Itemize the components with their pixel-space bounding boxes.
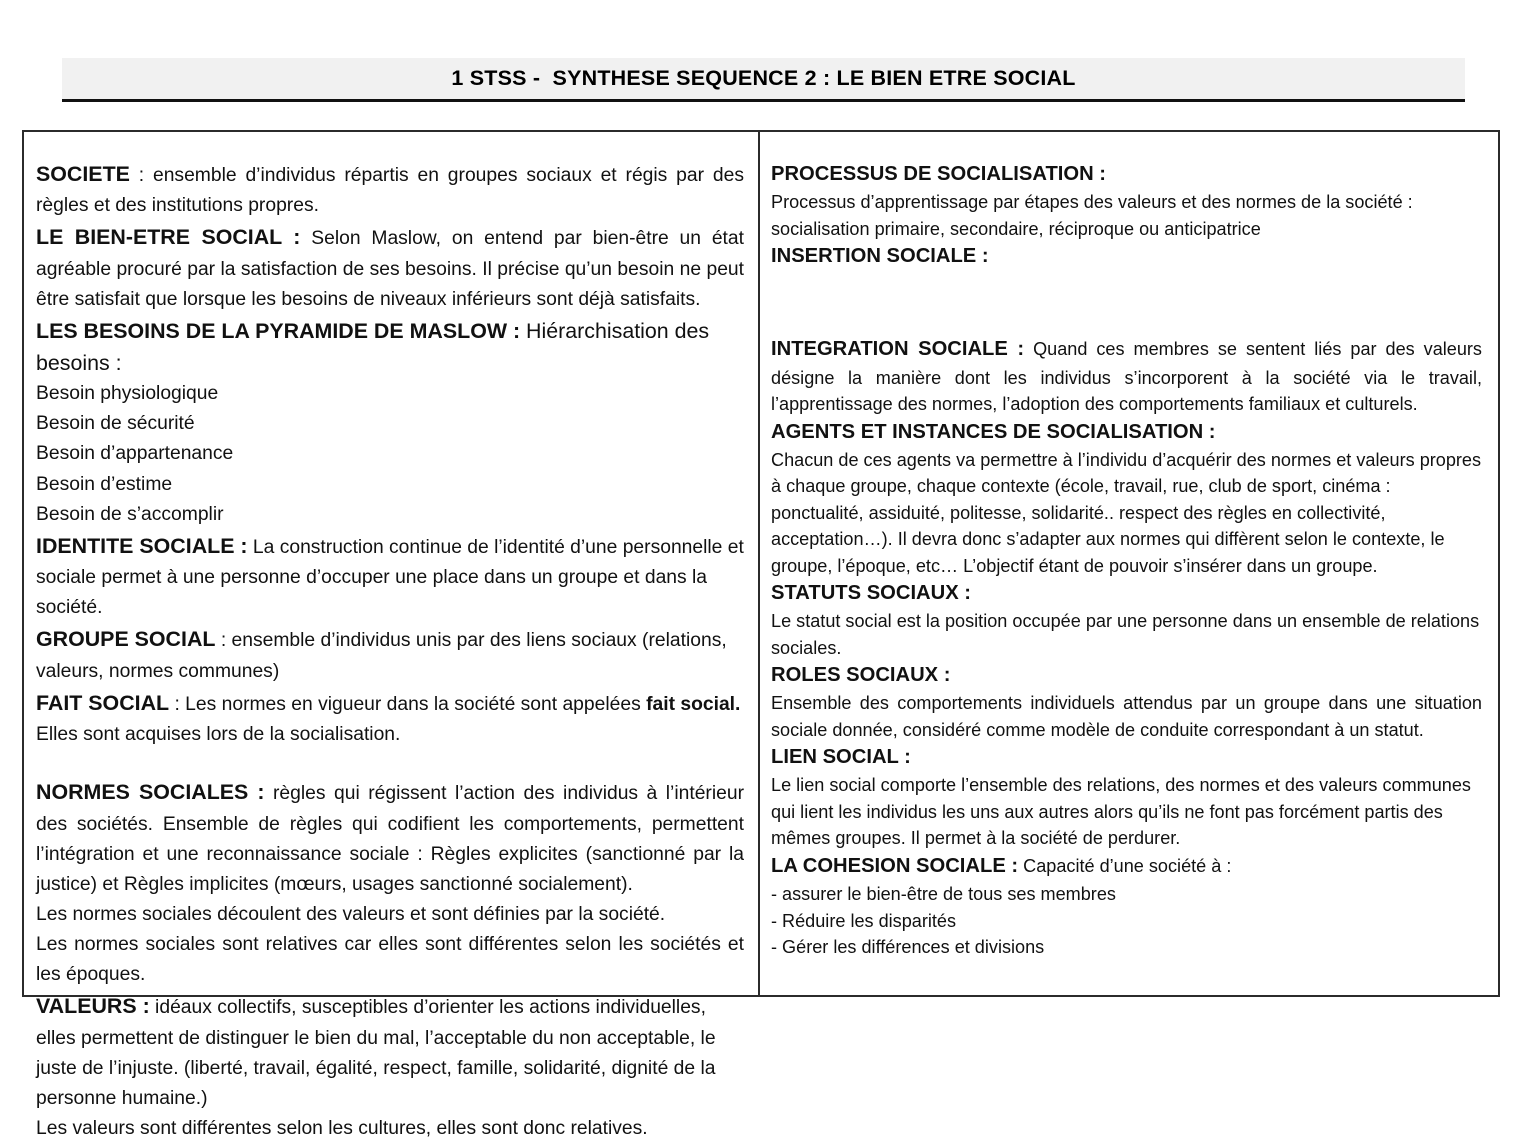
- normes-sociales-line-3: Les normes sociales sont relatives car elles sont différentes selon les sociétés et les époques.: [36, 934, 744, 986]
- term-fait-social: FAIT SOCIAL: [36, 690, 170, 715]
- definition-statuts-sociaux: [771, 579, 1482, 661]
- definition-valeurs-text: idéaux collectifs, susceptibles d’orienter les actions individuelles, elles permettent de distinguer le bien du mal, l’acceptable du non acceptable, le juste de l’injuste. (liberté, travail, égalité, respect, famille, solidarité, dignité de la personne humaine.): [36, 997, 716, 1109]
- term-cohesion-sociale: LA COHESION SOCIALE :: [771, 854, 1019, 877]
- definition-insertion-sociale: [771, 242, 1482, 271]
- definition-roles-sociaux-text: Ensemble des comportements individuels attendus par un groupe dans une situation sociale donnée, considéré comme modèle de conduite correspondant à un statut.: [771, 693, 1482, 740]
- term-insertion-sociale: INSERTION SOCIALE :: [771, 245, 989, 268]
- definition-lien-social-text: Le lien social comporte l’ensemble des relations, des normes et des valeurs communes qui lient les individus les uns aux autres alors qu’ils ne font pas forcément partis des mêmes groupes. Il permet à la société de perdurer.: [771, 775, 1471, 849]
- definition-identite-sociale: [36, 530, 744, 624]
- list-item: - Réduire les disparités: [771, 910, 957, 931]
- list-item: Besoin de s’accomplir: [36, 503, 224, 525]
- definition-agents-instances-text: Chacun de ces agents va permettre à l’individu d’acquérir des normes et valeurs propres à chaque groupe, chaque contexte (école, travail, rue, club de sport, cinéma : ponctualité, assiduité, politesse, solidarité.. respect des règles en collectivité, acceptation…). Il devra donc s’adapter aux normes qui diffèrent selon le contexte, le groupe, l’époque, etc… L’objectif étant de pouvoir s’insérer dans un groupe.: [771, 449, 1482, 576]
- definition-normes-sociales: [36, 776, 744, 900]
- definition-cohesion-sociale-text: Capacité d’une société à :: [1018, 855, 1232, 876]
- definition-lien-social: [771, 743, 1482, 852]
- list-item: Besoin de sécurité: [36, 413, 195, 435]
- term-normes-sociales: NORMES SOCIALES :: [36, 780, 265, 805]
- term-agents-instances: AGENTS ET INSTANCES DE SOCIALISATION :: [771, 420, 1216, 443]
- definition-pyramide-maslow-text: Hiérarchisation des besoins :: [36, 319, 710, 376]
- definition-processus-socialisation: [771, 160, 1482, 242]
- definition-roles-sociaux: [771, 661, 1482, 743]
- table-cell-left-column: [24, 132, 760, 1139]
- definition-fait-social-text-after: Elles sont acquises lors de la socialisation.: [36, 724, 401, 746]
- definition-integration-sociale-text: Quand ces membres se sentent liés par des valeurs désigne la manière dont les individus s’incorporent à la société via le travail, l’apprentissage des normes, l’adoption des comportements familiaux et culturels.: [771, 339, 1482, 415]
- list-item: - Gérer les différences et divisions: [771, 936, 1045, 957]
- term-roles-sociaux: ROLES SOCIAUX :: [771, 664, 951, 687]
- page-title: 1 STSS - SYNTHESE SEQUENCE 2 : LE BIEN ETRE SOCIAL: [451, 66, 1076, 90]
- emphasis-fait-social: fait social.: [646, 693, 741, 715]
- document-header-banner: [62, 58, 1465, 102]
- list-item: Besoin physiologique: [36, 383, 219, 405]
- term-identite-sociale: IDENTITE SOCIALE :: [36, 533, 248, 558]
- term-processus-socialisation: PROCESSUS DE SOCIALISATION :: [771, 163, 1106, 185]
- term-bien-etre-social: LE BIEN-ETRE SOCIAL :: [36, 225, 301, 250]
- list-item: Besoin d’appartenance: [36, 443, 234, 465]
- term-valeurs: VALEURS :: [36, 994, 150, 1019]
- definition-fait-social-text-before: : Les normes en vigueur dans la société sont appelées: [169, 693, 647, 715]
- definition-agents-instances: [771, 418, 1482, 579]
- definition-integration-sociale: [771, 335, 1482, 417]
- term-statuts-sociaux: STATUTS SOCIAUX :: [771, 581, 972, 604]
- definition-valeurs: [36, 990, 744, 1114]
- term-lien-social: LIEN SOCIAL :: [771, 746, 911, 769]
- definition-bien-etre-social: [36, 221, 744, 315]
- definition-identite-sociale-text: La construction continue de l’identité d’une personnelle et sociale permet à une personne d’occuper une place dans un groupe et dans la société.: [36, 536, 744, 619]
- valeurs-line-2: Les valeurs sont différentes selon les cultures, elles sont donc relatives.: [36, 1117, 648, 1139]
- paragraph-spacer: [36, 750, 744, 776]
- definition-groupe-social: [36, 623, 744, 686]
- definition-pyramide-maslow: [36, 315, 744, 379]
- processus-socialisation-line-2: socialisation primaire, secondaire, réciproque ou anticipatrice: [771, 218, 1261, 239]
- term-pyramide-maslow: LES BESOINS DE LA PYRAMIDE DE MASLOW :: [36, 319, 521, 344]
- definition-societe: [36, 158, 744, 221]
- definition-statuts-sociaux-text: Le statut social est la position occupée par une personne dans un ensemble de relations sociales.: [771, 611, 1480, 658]
- list-item: - assurer le bien-être de tous ses membres: [771, 884, 1116, 905]
- list-item: Besoin d’estime: [36, 473, 173, 495]
- table-cell-right-column: [760, 132, 1498, 995]
- term-groupe-social: GROUPE SOCIAL: [36, 627, 216, 652]
- term-societe: SOCIETE: [36, 162, 130, 186]
- needs-list: [36, 379, 744, 529]
- definition-societe-text: : ensemble d’individus répartis en groupes sociaux et régis par des règles et des institutions propres.: [36, 165, 744, 217]
- processus-socialisation-line-1: Processus d’apprentissage par étapes des valeurs et des normes de la société :: [771, 192, 1413, 213]
- normes-sociales-line-2: Les normes sociales découlent des valeurs et sont définies par la société.: [36, 903, 666, 925]
- blank-space-insertion: [771, 271, 1482, 335]
- definition-groupe-social-text: : ensemble d’individus unis par des liens sociaux (relations, valeurs, normes communes): [36, 630, 727, 682]
- definition-bien-etre-social-text: Selon Maslow, on entend par bien-être un état agréable procuré par la satisfaction de ses besoins. Il précise qu’un besoin ne peut être satisfait que lorsque les besoins de niveaux inférieurs sont déjà satisfaits.: [36, 228, 744, 310]
- definition-normes-sociales-text: règles qui régissent l’action des individus à l’intérieur des sociétés. Ensemble de règles qui codifient les comportements, permettent l’intégration et une reconnaissance sociale : Règles explicites (sanctionné par la justice) et Règles implicites (mœurs, usages sanctionné socialement).: [36, 783, 744, 895]
- definition-cohesion-sociale: [771, 852, 1482, 881]
- definition-fait-social: [36, 687, 744, 750]
- cohesion-sociale-list: [771, 881, 1482, 960]
- term-integration-sociale: INTEGRATION SOCIALE :: [771, 338, 1025, 361]
- synthesis-table: [22, 130, 1500, 1139]
